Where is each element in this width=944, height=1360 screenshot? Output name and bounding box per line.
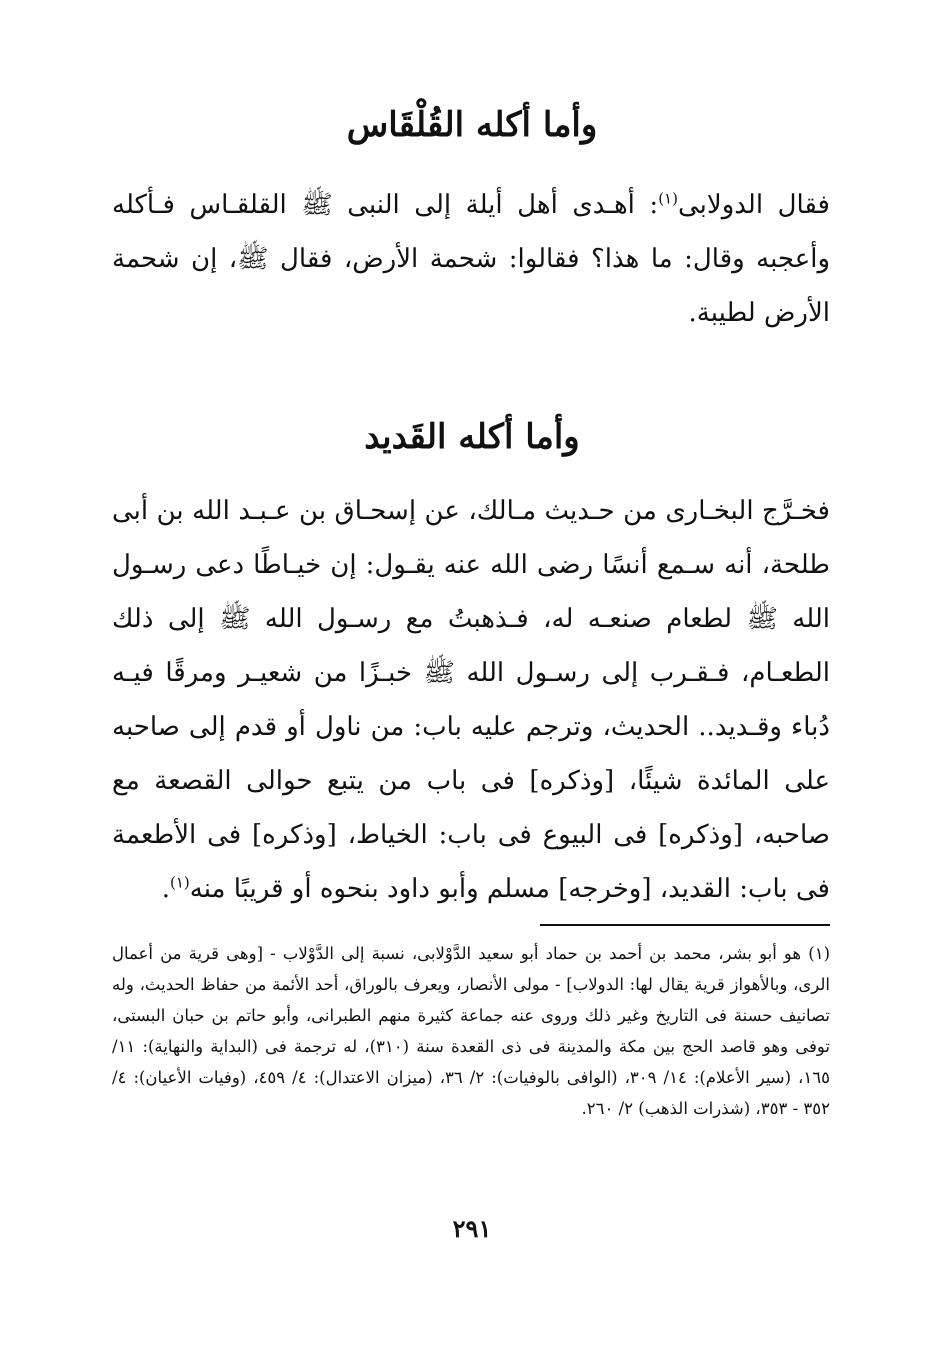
paragraph-qadid (112, 484, 830, 916)
footnote-divider (540, 924, 830, 926)
section-title-qadid: وأما أكله القَديد (364, 417, 580, 457)
footnote: (١) هو أبو بشر، محمد بن أحمد بن حماد أبو سعيد الدَّوْلابى، نسبة إلى الدَّوْلاب - [وهى قرية من أعمال الرى، وبالأهواز قرية يقال لها: الدولاب] - مولى الأنصار، ويعرف بالوراق، أحد الأئمة من حفاظ الحديث، وله تصانيف حسنة فى التاريخ وغير ذلك وروى عنه جماعة كثيرة منهم الطبرانى، وأبو حاتم بن حبان البستى، توفى وهو قاصد الحج بين مكة والمدينة فى ذى القعدة سنة (٣١٠)، له ترجمة فى (البداية والنهاية): ١١/ ١٦٥، (سير الأعلام): ١٤/ ٣٠٩، (الوافى بالوفيات): ٢/ ٣٦، (ميزان الاعتدال): ٤/ ٤٥٩، (وفيات الأعيان): ٤/ ٣٥٢ - ٣٥٣، (شذرات الذهب) ٢/ ٢٦٠. (112, 944, 830, 1118)
footnote-ref[interactable]: (١) (658, 189, 678, 208)
page-number: ٢٩١ (452, 1214, 492, 1243)
paragraph-body: : أهـدى أهل أيلة إلى النبى ﷺ القلقـاس فـأكله وأعجبه وقال: ما هذا؟ فقالوا: شحمة الأرض، فقال ﷺ، إن شحمة الأرض لطيبة. (112, 190, 831, 328)
paragraph-qulqas (112, 178, 830, 340)
section-title-qulqas: وأما أكله القُلْقَاس (346, 105, 598, 145)
footnote-ref[interactable]: (١) (169, 873, 190, 892)
paragraph-lead: فقال الدولابى (677, 190, 830, 220)
paragraph-end: . (161, 874, 170, 904)
paragraph-body: فخـرَّج البخـارى من حـديث مـالك، عن إسحـاق بن عـبـد الله بن أبى طلحة، أنه سـمع أنسًا رضى الله عنه يقـول: إن خيـاطًا دعى رسـول الله ﷺ لطعام صنعـه له، فـذهبتُ مع رسـول الله ﷺ إلى ذلك الطعـام، فـقـرب إلى رسـول الله ﷺ خبـزًا من شعيـر ومرقًا فيـه دُباء وقـديد.. الحديث، وترجم عليه باب: من ناول أو قدم إلى صاحبه على المائدة شيئًا، [وذكره] فى باب من يتبع حوالى القصعة مع صاحبه، [وذكره] فى البيوع فى باب: الخياط، [وذكره] فى الأطعمة فى باب: القديد، [وخرجه] مسلم وأبو داود بنحوه أو قريبًا منه (112, 496, 830, 904)
